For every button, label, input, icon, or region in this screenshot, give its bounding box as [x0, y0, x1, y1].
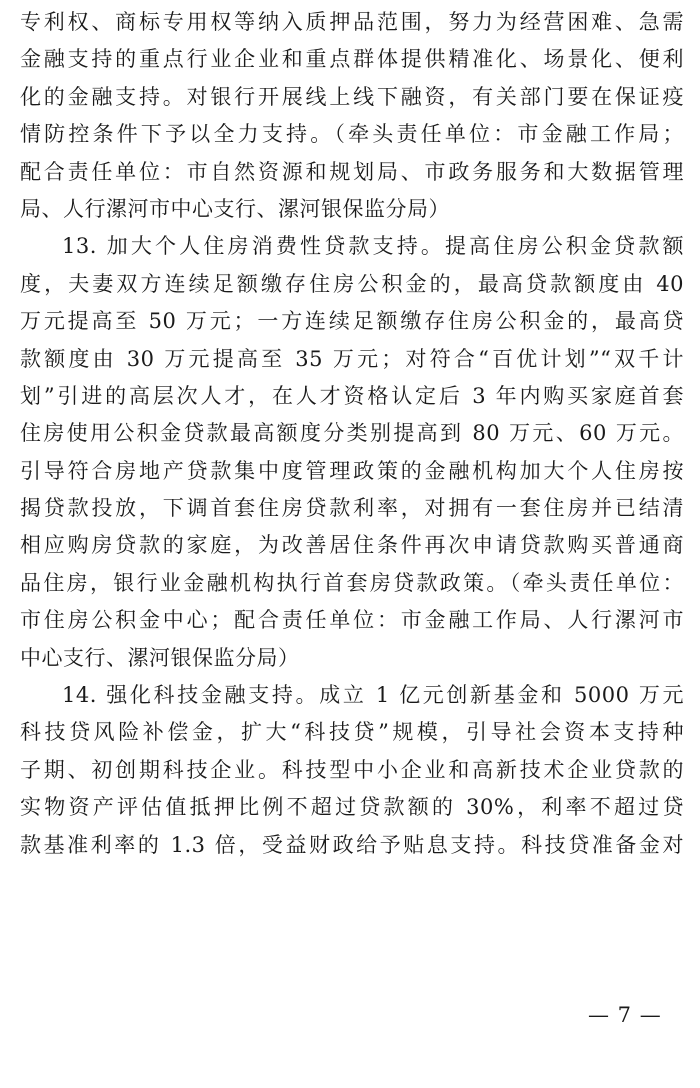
text-line: 划”引进的高层次人才，在人才资格认定后 3 年内购买家庭首套	[20, 383, 684, 408]
text-line: 款基准利率的 1.3 倍，受益财政给予贴息支持。科技贷准备金对	[20, 832, 684, 857]
text-line: 住房使用公积金贷款最高额度分类别提高到 80 万元、60 万元。	[20, 421, 684, 446]
text-line: 揭贷款投放，下调首套住房贷款利率，对拥有一套住房并已结清	[20, 496, 684, 521]
text-line: 14. 强化科技金融支持。成立 1 亿元创新基金和 5000 万元	[62, 683, 684, 708]
text-line: 13. 加大个人住房消费性贷款支持。提高住房公积金贷款额	[62, 234, 684, 259]
text-line: 度，夫妻双方连续足额缴存住房公积金的，最高贷款额度由 40	[20, 271, 684, 296]
paragraph-13	[20, 228, 684, 677]
text-line: 万元提高至 50 万元；一方连续足额缴存住房公积金的，最高贷	[20, 309, 684, 334]
text-line: 引导符合房地产贷款集中度管理政策的金融机构加大个人住房按	[20, 458, 684, 483]
text-line: 金融支持的重点行业企业和重点群体提供精准化、场景化、便利	[20, 47, 684, 72]
text-line: 情防控条件下予以全力支持。（牵头责任单位：市金融工作局；	[20, 122, 684, 147]
text-line: 专利权、商标专用权等纳入质押品范围，努力为经营困难、急需	[20, 10, 684, 34]
text-line: 相应购房贷款的家庭，为改善居住条件再次申请贷款购买普通商	[20, 533, 684, 558]
page-number: — 7 —	[588, 1003, 662, 1027]
text-line: 市住房公积金中心；配合责任单位：市金融工作局、人行漯河市	[20, 608, 684, 633]
paragraph-14	[20, 677, 684, 864]
paragraph-12-tail	[20, 4, 684, 228]
text-line: 化的金融支持。对银行开展线上线下融资，有关部门要在保证疫	[20, 84, 684, 109]
text-line: 科技贷风险补偿金，扩大“科技贷”规模，引导社会资本支持种	[20, 720, 684, 745]
text-line: 子期、初创期科技企业。科技型中小企业和高新技术企业贷款的	[20, 757, 684, 782]
text-line: 实物资产评估值抵押比例不超过贷款额的 30%，利率不超过贷	[20, 795, 684, 820]
body-text	[20, 4, 684, 864]
text-line: 品住房，银行业金融机构执行首套房贷款政策。（牵头责任单位：	[20, 570, 684, 595]
text-line: 中心支行、漯河银保监分局）	[20, 645, 300, 670]
text-line: 局、人行漯河市中心支行、漯河银保监分局）	[20, 196, 450, 221]
text-line: 款额度由 30 万元提高至 35 万元；对符合“百优计划”“双千计	[20, 346, 684, 371]
text-line: 配合责任单位：市自然资源和规划局、市政务服务和大数据管理	[20, 159, 684, 184]
